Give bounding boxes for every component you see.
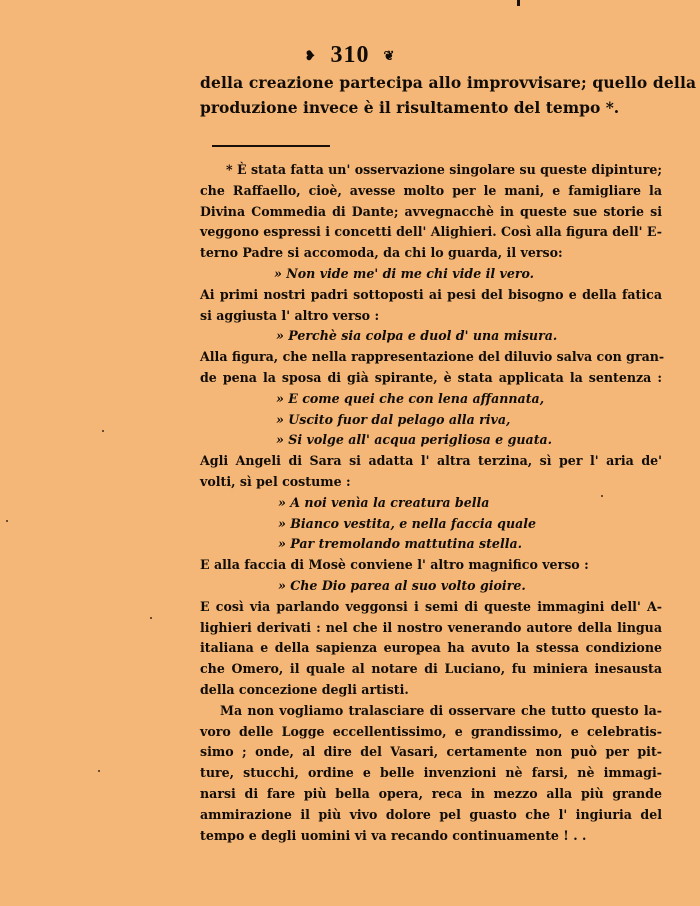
footnote-line: Alla figura, che nella rappresentazione del diluvio salva con gran- bbox=[200, 349, 665, 365]
footnote-line: italiana e della sapienza europea ha avuto la stessa condizione bbox=[200, 640, 662, 656]
footnote-line: E così via parlando veggonsi i semi di queste immagini dell' A- bbox=[200, 598, 662, 614]
footnote-quote: » E come quei che con lena affannata, bbox=[276, 390, 545, 406]
footnote-separator bbox=[212, 145, 330, 147]
footnote-line: narsi di fare più bella opera, reca in mezzo alla più grande bbox=[200, 785, 662, 801]
footnote-line: lighieri derivati : nel che il nostro venerando autore della lingua bbox=[200, 619, 662, 635]
footnote-line: tempo e degli uomini vi va recando continuamente ! . . bbox=[200, 827, 587, 843]
footnote-quote: » Che Dio parea al suo volto gioire. bbox=[278, 577, 526, 593]
footnote-line: ammirazione il più vivo dolore pel guasto che l' ingiuria del bbox=[200, 806, 662, 822]
footnote-line: * È stata fatta un' osservazione singolare su queste dipinture; bbox=[226, 162, 663, 177]
page-header bbox=[0, 42, 700, 69]
footnote-quote: » Non vide me' di me chi vide il vero. bbox=[274, 265, 535, 281]
footnote-line: Agli Angeli di Sara si adatta l' altra terzina, sì per l' aria de' bbox=[200, 453, 662, 469]
page-number: 310 bbox=[330, 42, 370, 68]
paper-speck bbox=[98, 770, 100, 772]
paper-speck bbox=[150, 617, 152, 619]
footnote-line: si aggiusta l' altro verso : bbox=[200, 307, 380, 323]
paper-speck bbox=[6, 520, 8, 522]
footnote-line: ture, stucchi, ordine e belle invenzioni nè farsi, nè immagi- bbox=[200, 765, 662, 781]
paper-speck bbox=[102, 430, 104, 432]
footnote-line: Ma non vogliamo tralasciare di osservare che tutto questo la- bbox=[220, 702, 662, 718]
main-text-line: della creazione partecipa allo improvvisare; quello della bbox=[200, 73, 697, 92]
footnote-line: terno Padre si accomoda, da chi lo guarda, il verso: bbox=[200, 245, 563, 261]
footnote-quote: » A noi venìa la creatura bella bbox=[278, 494, 490, 510]
footnote-line: che Omero, il quale al notare di Luciano, fu miniera inesausta bbox=[200, 661, 662, 677]
footnote-line: della concezione degli artisti. bbox=[200, 681, 409, 697]
left-ornament-icon: ❥ bbox=[304, 49, 317, 64]
footnote-line: volti, sì pel costume : bbox=[200, 473, 351, 489]
right-ornament-icon: ❦ bbox=[383, 49, 396, 64]
footnote-line: Ai primi nostri padri sottoposti ai pesi del bisogno e della fatica bbox=[200, 286, 662, 302]
footnote bbox=[200, 160, 665, 846]
top-edge-mark bbox=[517, 0, 520, 6]
footnote-line: veggono espressi i concetti dell' Alighieri. Così alla figura dell' E- bbox=[200, 224, 662, 240]
footnote-line: che Raffaello, cioè, avesse molto per le mani, e famigliare la bbox=[200, 182, 662, 198]
footnote-quote: » Par tremolando mattutina stella. bbox=[278, 536, 523, 552]
footnote-line: de pena la sposa di già spirante, è stata applicata la sentenza : bbox=[200, 369, 662, 385]
paper-speck bbox=[601, 495, 603, 497]
footnote-line: Divina Commedia di Dante; avvegnacchè in queste sue storie si bbox=[200, 203, 662, 219]
footnote-quote: » Bianco vestita, e nella faccia quale bbox=[278, 515, 537, 531]
footnote-line: simo ; onde, al dire del Vasari, certamente non può per pit- bbox=[200, 744, 662, 760]
footnote-line: E alla faccia di Mosè conviene l' altro magnifico verso : bbox=[200, 557, 589, 573]
footnote-line: voro delle Logge eccellentissimo, e grandissimo, e celebratis- bbox=[200, 723, 662, 739]
footnote-quote: » Uscito fuor dal pelago alla riva, bbox=[276, 411, 511, 427]
footnote-quote: » Si volge all' acqua perigliosa e guata. bbox=[276, 432, 553, 448]
footnote-quote: » Perchè sia colpa e duol d' una misura. bbox=[276, 328, 558, 344]
main-text-line: produzione invece è il risultamento del tempo *. bbox=[200, 98, 620, 117]
main-text bbox=[200, 70, 697, 120]
